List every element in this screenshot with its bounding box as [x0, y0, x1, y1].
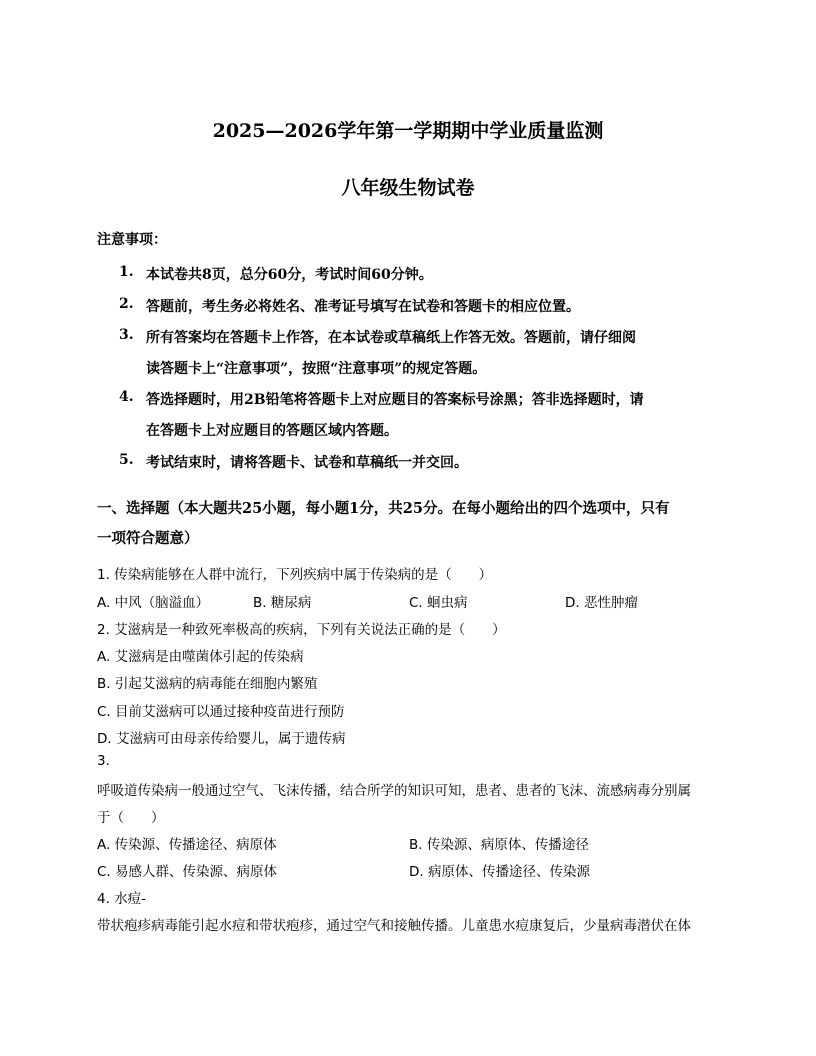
- page-subtitle: 八年级生物试卷: [341, 177, 475, 199]
- option-a: A. 艾滋病是由噬菌体引起的传染病: [97, 649, 304, 665]
- question-stem: 带状疱疹病毒能引起水痘和带状疱疹，通过空气和接触传播。儿童患水痘康复后，少量病毒潜伏在体: [97, 918, 691, 934]
- option-a: A. 中风（脑溢血）: [97, 595, 210, 611]
- notice-line: 本试卷共8页，总分60分，考试时间60分钟。: [146, 267, 433, 283]
- notice-line: 读答题卡上“注意事项”，按照“注意事项”的规定答题。: [146, 361, 487, 377]
- question-number: 4. 水痘-: [97, 891, 147, 907]
- option-d: D. 恶性肿瘤: [565, 595, 638, 611]
- notice-number: 4.: [119, 389, 134, 405]
- option-c: C. 目前艾滋病可以通过接种疫苗进行预防: [97, 704, 345, 720]
- question-number: 3.: [97, 753, 110, 769]
- notice-number: 2.: [119, 296, 134, 312]
- option-a: A. 传染源、传播途径、病原体: [97, 837, 277, 853]
- notice-number: 1.: [119, 264, 134, 280]
- question-stem: 1. 传染病能够在人群中流行，下列疾病中属于传染病的是（ ）: [97, 567, 493, 583]
- notice-line: 答选择题时，用2B铅笔将答题卡上对应题目的答案标号涂黑；答非选择题时，请: [146, 392, 644, 408]
- section-heading-cont: 一项符合题意）: [97, 530, 199, 547]
- option-d: D. 艾滋病可由母亲传给婴儿，属于遗传病: [97, 731, 346, 747]
- option-b: B. 糖尿病: [253, 595, 312, 611]
- notice-line: 所有答案均在答题卡上作答，在本试卷或草稿纸上作答无效。答题前，请仔细阅: [146, 330, 636, 346]
- question-stem-cont: 于（ ）: [97, 810, 165, 826]
- question-stem: 2. 艾滋病是一种致死率极高的疾病，下列有关说法正确的是（ ）: [97, 622, 506, 638]
- page-title: 2025—2026学年第一学期期中学业质量监测: [212, 120, 604, 142]
- notice-number: 5.: [119, 452, 134, 468]
- option-c: C. 易感人群、传染源、病原体: [97, 864, 278, 880]
- option-b: B. 引起艾滋病的病毒能在细胞内繁殖: [97, 676, 318, 692]
- option-c: C. 蛔虫病: [409, 595, 468, 611]
- section-heading: 一、选择题（本大题共25小题，每小题1分，共25分。在每小题给出的四个选项中，只有: [97, 500, 670, 517]
- option-d: D. 病原体、传播途径、传染源: [409, 864, 590, 880]
- option-b: B. 传染源、病原体、传播途径: [409, 837, 589, 853]
- notice-number: 3.: [119, 327, 134, 343]
- question-stem: 呼吸道传染病一般通过空气、飞沫传播，结合所学的知识可知，患者、患者的飞沫、流感病毒分别属: [97, 783, 691, 799]
- notice-heading: 注意事项：: [97, 232, 167, 248]
- notice-line: 考试结束时，请将答题卡、试卷和草稿纸一并交回。: [146, 455, 468, 471]
- notice-line: 答题前，考生务必将姓名、准考证号填写在试卷和答题卡的相应位置。: [146, 299, 580, 315]
- notice-line: 在答题卡上对应题目的答题区域内答题。: [146, 423, 398, 439]
